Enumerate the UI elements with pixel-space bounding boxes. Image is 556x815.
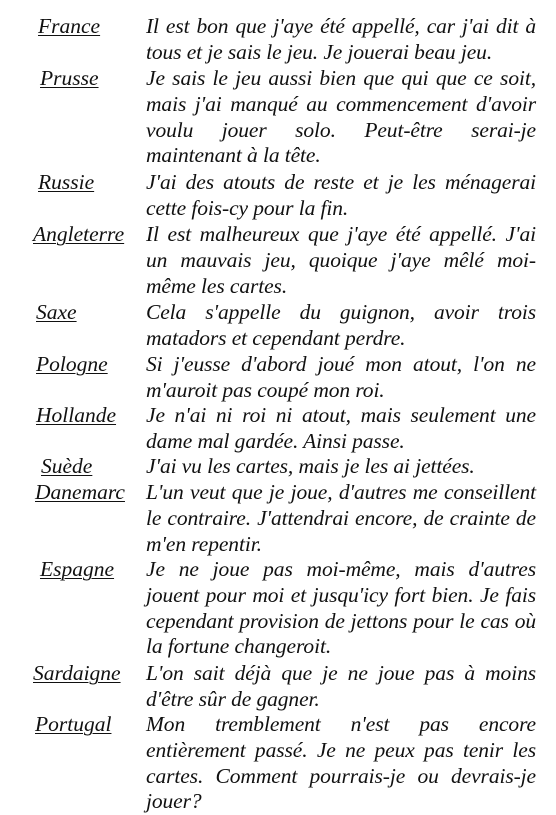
country-label: Saxe (36, 300, 77, 324)
country-label: France (38, 14, 101, 38)
entry-text: Je ne joue pas moi-même, mais d'autres jouent pour moi et jusqu'icy fort bien. Je fais cependant provision de jettons pour le cas où la fortune changeroit. (146, 557, 536, 659)
entry-text: Il est bon que j'aye été appellé, car j'ai dit à tous et je sais le jeu. Je jouerai beau jeu. (146, 14, 536, 64)
entry-text: Mon tremblement n'est pas encore entièrement passé. Je ne peux pas tenir les cartes. Comment pourrais-je ou devrais-je jouer? (146, 712, 536, 814)
entry-text: Je sais le jeu aussi bien que qui que ce soit, mais j'ai manqué au commencement d'avoir voulu jouer solo. Peut-être serai-je maintenant à la tête. (146, 66, 536, 168)
country-label: Suède (41, 454, 93, 478)
entry-text: Cela s'appelle du guignon, avoir trois matadors et cependant perdre. (146, 300, 536, 350)
entry-text: L'un veut que je joue, d'autres me conseillent le contraire. J'attendrai encore, de crainte de m'en repentir. (146, 480, 536, 556)
country-label: Angleterre (33, 222, 125, 246)
country-label: Prusse (40, 66, 99, 90)
country-label: Sardaigne (33, 661, 121, 685)
entry-text: Si j'eusse d'abord joué mon atout, l'on ne m'auroit pas coupé mon roi. (146, 352, 536, 402)
entry-text: J'ai vu les cartes, mais je les ai jettées. (146, 454, 475, 478)
entry-text: J'ai des atouts de reste et je les ménagerai cette fois-cy pour la fin. (146, 170, 536, 220)
country-label: Hollande (36, 403, 117, 427)
country-label: Espagne (40, 557, 115, 581)
country-label: Portugal (35, 712, 112, 736)
country-label: Danemarc (35, 480, 125, 504)
entry-text: Il est malheureux que j'aye été appellé. J'ai un mauvais jeu, quoique j'aye mêlé moi-même les cartes. (146, 222, 536, 298)
country-label: Pologne (36, 352, 108, 376)
country-label: Russie (38, 170, 95, 194)
entry-text: L'on sait déjà que je ne joue pas à moins d'être sûr de gagner. (146, 661, 536, 711)
entry-text: Je n'ai ni roi ni atout, mais seulement une dame mal gardée. Ainsi passe. (146, 403, 536, 453)
